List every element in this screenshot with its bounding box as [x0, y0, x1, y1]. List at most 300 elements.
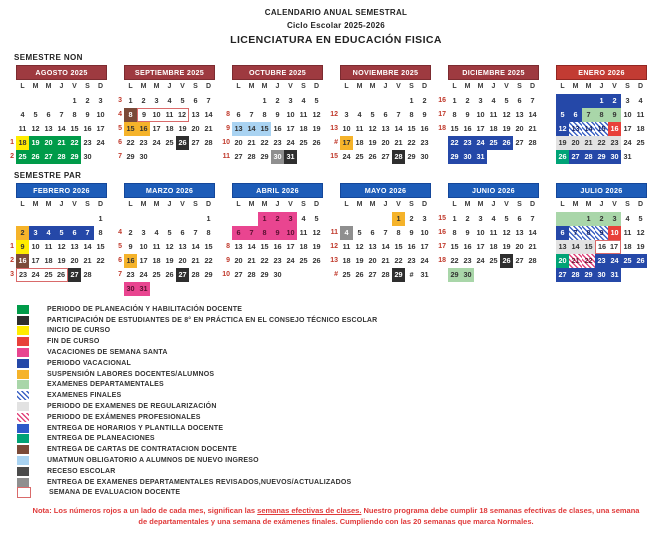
day-cell: 15: [204, 242, 213, 251]
day-cell: 19: [556, 136, 569, 150]
day-cell: 26: [312, 138, 321, 147]
week-row: [545, 226, 647, 240]
day-cell: 7: [530, 96, 535, 105]
legend-item: [17, 412, 672, 423]
day-cell: 18: [16, 136, 29, 150]
day-cell: 1: [98, 214, 103, 223]
day-cell: 24: [608, 254, 621, 268]
day-cell-empty: [297, 150, 310, 164]
weekday-letter: J: [167, 83, 172, 90]
day-cell: 11: [636, 110, 645, 119]
day-cell: 25: [165, 138, 174, 147]
week-row: [113, 212, 215, 226]
title-block: [0, 0, 672, 46]
day-cell: 6: [236, 110, 241, 119]
day-cell: 5: [167, 228, 172, 237]
day-cell-empty: [634, 150, 647, 164]
semesters-container: [0, 53, 672, 296]
day-cell: 4: [154, 228, 159, 237]
day-cell: 19: [502, 242, 511, 251]
day-cell: 30: [273, 270, 282, 279]
day-cell: 3: [288, 96, 293, 105]
week-row: [545, 150, 647, 164]
weekday-letter: V: [288, 201, 293, 208]
legend-item: [17, 466, 672, 477]
day-cell: 31: [420, 270, 429, 279]
week-row: [113, 226, 215, 240]
weekday-letter: V: [288, 83, 293, 90]
day-cell: 3: [141, 228, 146, 237]
day-cell: 20: [191, 124, 200, 133]
legend-label: FIN DE CURSO: [47, 338, 100, 346]
day-cell: 9: [275, 110, 280, 119]
day-cell: 11: [489, 110, 498, 119]
day-cell: 1: [595, 94, 608, 108]
week-number: 1: [10, 139, 14, 146]
weekday-letter: S: [625, 83, 630, 90]
legend-item: [17, 488, 672, 499]
legend-swatch-amber: [17, 370, 29, 379]
weekday-letter: M: [464, 83, 471, 90]
day-cell: 3: [98, 96, 103, 105]
week-number: [221, 212, 232, 226]
day-cell: 9: [128, 242, 133, 251]
week-row: [113, 136, 215, 150]
day-cell-empty: [582, 94, 595, 108]
weekday-letter: V: [504, 83, 509, 90]
week-number: 12: [330, 111, 338, 118]
day-cell: 22: [394, 256, 403, 265]
week-row: [5, 108, 107, 122]
weekday-letter: M: [261, 83, 268, 90]
day-cell: 29: [448, 150, 461, 164]
weekday-header-row: [437, 80, 539, 94]
day-cell: 28: [247, 152, 256, 161]
month-header: JULIO 2026: [556, 183, 647, 198]
week-number-gutter: [5, 198, 16, 212]
day-cell: 5: [370, 110, 375, 119]
weekday-header-row: [545, 80, 647, 94]
day-cell: 26: [312, 256, 321, 265]
day-cell-empty: [569, 212, 582, 226]
day-cell: 13: [191, 110, 200, 119]
day-cell: 16: [608, 122, 621, 136]
legend-swatch-red: [17, 337, 29, 346]
day-cell: 26: [634, 254, 647, 268]
day-cell: 23: [126, 270, 135, 279]
day-cell-empty: [513, 268, 526, 282]
week-number: [545, 150, 556, 164]
day-cell: 21: [247, 138, 256, 147]
day-cell: 20: [234, 138, 243, 147]
legend-swatch-lightgreen: [17, 380, 29, 389]
day-cell: 17: [152, 124, 161, 133]
day-cell: 1: [206, 214, 211, 223]
weekday-letter: D: [205, 83, 212, 90]
day-cell: 4: [638, 96, 643, 105]
day-cell: 19: [368, 138, 377, 147]
day-cell: 10: [342, 124, 351, 133]
week-number: 17: [438, 243, 446, 250]
weekday-letter: M: [585, 83, 592, 90]
week-number: 8: [226, 111, 230, 118]
legend-label: PARTICIPACIÓN DE ESTUDIANTES DE 8° EN PRÁCTICA EN EL CONSEJO TÉCNICO ESCOLAR: [47, 316, 378, 324]
day-cell: 8: [262, 110, 267, 119]
month-header: JUNIO 2026: [448, 183, 539, 198]
day-cell: 14: [247, 242, 256, 251]
day-cell: 4: [301, 96, 306, 105]
day-cell-empty: [526, 150, 539, 164]
day-cell: 16: [273, 124, 282, 133]
day-cell: 25: [152, 270, 161, 279]
day-cell-empty: [94, 150, 107, 164]
weekday-letter: S: [301, 201, 306, 208]
day-cell: 10: [420, 228, 429, 237]
document-title-line3: LICENCIATURA EN EDUCACIÓN FISICA: [230, 34, 442, 46]
week-row: [113, 282, 215, 296]
week-row: [437, 240, 539, 254]
day-cell: 12: [31, 124, 40, 133]
day-cell: 18: [342, 256, 351, 265]
day-cell: 12: [57, 242, 66, 251]
day-cell: 17: [476, 242, 485, 251]
legend-label: PERIODO DE PLANEACIÓN Y HABILITACIÓN DOCENTE: [47, 305, 243, 313]
day-cell-empty: [176, 212, 189, 226]
day-cell: 26: [165, 270, 174, 279]
weekday-letter: M: [369, 83, 376, 90]
day-cell: 10: [96, 110, 105, 119]
day-cell: 17: [420, 242, 429, 251]
day-cell: 21: [569, 254, 582, 268]
weekday-letter: L: [452, 201, 457, 208]
day-cell: 1: [452, 214, 457, 223]
week-number: 2: [10, 153, 14, 160]
day-cell: 17: [96, 124, 105, 133]
week-number-gutter: [437, 198, 448, 212]
week-row: [437, 108, 539, 122]
day-cell: 10: [608, 226, 621, 240]
week-number: 9: [226, 125, 230, 132]
week-row: [5, 226, 107, 240]
day-cell: 31: [608, 268, 621, 282]
week-row: [113, 108, 215, 122]
day-cell: 13: [515, 110, 524, 119]
weekday-letter: L: [20, 83, 25, 90]
day-cell-empty: [487, 268, 500, 282]
weekday-header-row: [437, 198, 539, 212]
day-cell: 15: [260, 242, 269, 251]
weekday-letter: J: [275, 83, 280, 90]
day-cell: 6: [180, 228, 185, 237]
weekday-letter: S: [625, 201, 630, 208]
week-number: [545, 240, 556, 254]
day-cell: 5: [504, 96, 509, 105]
day-cell: 27: [515, 256, 524, 265]
day-cell: 16: [407, 242, 416, 251]
day-cell: 23: [16, 268, 29, 282]
day-cell: 15: [96, 242, 105, 251]
day-cell: 2: [16, 226, 29, 240]
week-number: [545, 212, 556, 226]
day-cell: 1: [452, 96, 457, 105]
weekday-header-row: [545, 198, 647, 212]
week-number: 16: [438, 97, 446, 104]
day-cell-empty: [353, 212, 366, 226]
day-cell: 16: [273, 242, 282, 251]
week-row: [5, 254, 107, 268]
day-cell: 4: [301, 214, 306, 223]
weekday-letter: D: [421, 83, 428, 90]
day-cell: 14: [528, 110, 537, 119]
weekday-letter: V: [612, 83, 617, 90]
day-cell: 11: [299, 228, 308, 237]
legend-item: [17, 477, 672, 488]
weekday-letter: D: [205, 201, 212, 208]
day-cell: 23: [463, 256, 472, 265]
weekday-letter: J: [167, 201, 172, 208]
day-cell: 9: [465, 110, 470, 119]
weekday-letter: V: [180, 83, 185, 90]
day-cell: 26: [368, 152, 377, 161]
day-cell: 29: [392, 268, 405, 282]
day-cell: 18: [355, 138, 364, 147]
weekday-letter: M: [585, 201, 592, 208]
week-row: [437, 212, 539, 226]
legend-swatch-pink: [17, 348, 29, 357]
day-cell: 1: [128, 96, 133, 105]
day-cell: 28: [528, 256, 537, 265]
day-cell: 21: [381, 256, 390, 265]
weekday-letter: D: [637, 83, 644, 90]
day-cell: 19: [57, 256, 66, 265]
month-junio-2026: [437, 183, 539, 296]
day-cell: 20: [381, 138, 390, 147]
document-title-line1: CALENDARIO ANUAL SEMESTRAL: [264, 8, 408, 17]
weekday-letter: L: [560, 83, 565, 90]
week-number: 4: [118, 111, 122, 118]
week-row: [329, 212, 431, 226]
legend-item: [17, 347, 672, 358]
day-cell: 13: [515, 228, 524, 237]
day-cell: 22: [582, 254, 595, 268]
legend-swatch-eval: [17, 487, 31, 498]
day-cell: 3: [344, 110, 349, 119]
day-cell: 31: [474, 150, 487, 164]
day-cell: 22: [448, 136, 461, 150]
day-cell: 14: [582, 122, 595, 136]
weekday-letter: D: [637, 201, 644, 208]
day-cell: 24: [623, 138, 632, 147]
legend-label: EXAMENES DEPARTAMENTALES: [47, 381, 164, 389]
day-cell: 28: [528, 138, 537, 147]
day-cell: 27: [191, 138, 200, 147]
legend-label: PERIODO DE EXÁMENES PROFESIONALES: [47, 413, 201, 421]
day-cell-empty: [245, 212, 258, 226]
day-cell: 25: [621, 254, 634, 268]
week-number: [545, 122, 556, 136]
legend-swatch-brown: [17, 445, 29, 454]
day-cell: 2: [275, 96, 280, 105]
week-row: [113, 240, 215, 254]
day-cell: 3: [154, 96, 159, 105]
day-cell: 6: [517, 96, 522, 105]
day-cell: 4: [167, 96, 172, 105]
day-cell: #: [409, 270, 414, 279]
day-cell: 14: [394, 124, 403, 133]
day-cell: 20: [556, 254, 569, 268]
day-cell: 1: [582, 212, 595, 226]
day-cell: 5: [314, 96, 319, 105]
day-cell-empty: [340, 94, 353, 108]
day-cell: 19: [636, 242, 645, 251]
day-cell: 7: [530, 214, 535, 223]
day-cell-empty: [176, 150, 189, 164]
day-cell: 8: [595, 108, 608, 122]
day-cell: 9: [422, 110, 427, 119]
day-cell: 2: [465, 214, 470, 223]
day-cell: 3: [422, 214, 427, 223]
day-cell-empty: [176, 282, 189, 296]
day-cell: 29: [595, 150, 608, 164]
legend-swatch-yellow: [17, 326, 29, 335]
legend-item: [17, 455, 672, 466]
day-cell: 23: [608, 136, 621, 150]
day-cell: 5: [357, 228, 362, 237]
day-cell: 21: [191, 256, 200, 265]
footnote-underlined: semanas efectivas de clases.: [257, 506, 362, 516]
day-cell: 13: [381, 124, 390, 133]
day-cell: 17: [139, 256, 148, 265]
day-cell: 15: [595, 122, 608, 136]
day-cell-empty: [150, 282, 163, 296]
legend-label: PERIODO VACACIONAL: [47, 359, 131, 367]
month-header: SEPTIEMBRE 2025: [124, 65, 215, 80]
day-cell: 22: [260, 138, 269, 147]
day-cell-empty: [55, 94, 68, 108]
day-cell: 7: [383, 228, 388, 237]
legend-item: [17, 336, 672, 347]
day-cell: 4: [357, 110, 362, 119]
week-number: 13: [330, 257, 338, 264]
day-cell: 27: [234, 270, 243, 279]
day-cell: 21: [528, 242, 537, 251]
day-cell: 23: [273, 256, 282, 265]
weekday-letter: S: [517, 83, 522, 90]
day-cell: 5: [556, 108, 569, 122]
day-cell: 21: [55, 136, 68, 150]
weekday-letter: S: [409, 83, 414, 90]
day-cell: 21: [204, 124, 213, 133]
day-cell: 13: [178, 242, 187, 251]
day-cell: 29: [204, 270, 213, 279]
week-number: 3: [10, 271, 14, 278]
day-cell: 4: [20, 110, 25, 119]
weekday-letter: M: [153, 83, 160, 90]
day-cell-empty: [526, 268, 539, 282]
week-number-gutter: [5, 80, 16, 94]
day-cell: 23: [139, 138, 148, 147]
day-cell: 23: [407, 256, 416, 265]
day-cell: 11: [44, 242, 53, 251]
weekday-letter: V: [396, 201, 401, 208]
month-header: ENERO 2026: [556, 65, 647, 80]
legend-label: SUSPENSIÓN LABORES DOCENTES/ALUMNOS: [47, 370, 215, 378]
weekday-letter: L: [236, 83, 241, 90]
month-header: AGOSTO 2025: [16, 65, 107, 80]
day-cell: 30: [461, 150, 474, 164]
day-cell: 3: [478, 214, 483, 223]
legend-label: ENTREGA DE PLANEACIONES: [47, 435, 155, 443]
weekday-letter: M: [369, 201, 376, 208]
day-cell: 27: [569, 150, 582, 164]
week-number-gutter: [113, 80, 124, 94]
month-mayo-2026: [329, 183, 431, 296]
day-cell: 1: [262, 96, 267, 105]
weekday-letter: M: [32, 201, 39, 208]
day-cell: 16: [463, 124, 472, 133]
day-cell: 21: [582, 136, 595, 150]
day-cell: 11: [489, 228, 498, 237]
legend-item: [17, 304, 672, 315]
day-cell: 30: [83, 152, 92, 161]
day-cell: 30: [608, 150, 621, 164]
legend-swatch-gray: [17, 478, 29, 487]
day-cell: 5: [33, 110, 38, 119]
day-cell: 17: [623, 124, 632, 133]
month-header: MAYO 2026: [340, 183, 431, 198]
day-cell: 18: [299, 242, 308, 251]
week-number: [5, 212, 16, 226]
day-cell: 6: [383, 110, 388, 119]
day-cell: 30: [420, 152, 429, 161]
week-row: [329, 136, 431, 150]
day-cell: 16: [124, 254, 137, 268]
day-cell: 23: [420, 138, 429, 147]
weekday-letter: J: [599, 83, 604, 90]
legend-item: [17, 380, 672, 391]
day-cell: 12: [312, 110, 321, 119]
week-number: 12: [330, 243, 338, 250]
day-cell: 18: [489, 124, 498, 133]
week-number: [437, 150, 448, 164]
weekday-letter: L: [344, 83, 349, 90]
week-number-gutter: [437, 80, 448, 94]
legend-label: SEMANA DE EVALUACION DOCENTE: [49, 489, 181, 497]
day-cell: 22: [407, 138, 416, 147]
week-number: 16: [438, 229, 446, 236]
day-cell: 17: [286, 242, 295, 251]
day-cell: 18: [152, 256, 161, 265]
weekday-letter: S: [193, 201, 198, 208]
weekday-letter: S: [85, 201, 90, 208]
day-cell: 27: [42, 150, 55, 164]
weekday-header-row: [329, 80, 431, 94]
weekday-letter: S: [193, 83, 198, 90]
day-cell: 24: [286, 138, 295, 147]
day-cell: 10: [150, 108, 163, 122]
day-cell: 6: [193, 96, 198, 105]
month-header: OCTUBRE 2025: [232, 65, 323, 80]
day-cell: 13: [234, 242, 243, 251]
day-cell: 14: [569, 240, 582, 254]
day-cell-empty: [310, 268, 323, 282]
day-cell-empty: [621, 268, 634, 282]
weekday-letter: L: [128, 201, 133, 208]
week-row: [545, 240, 647, 254]
day-cell: 7: [249, 110, 254, 119]
day-cell: 29: [260, 152, 269, 161]
day-cell: 20: [569, 136, 582, 150]
